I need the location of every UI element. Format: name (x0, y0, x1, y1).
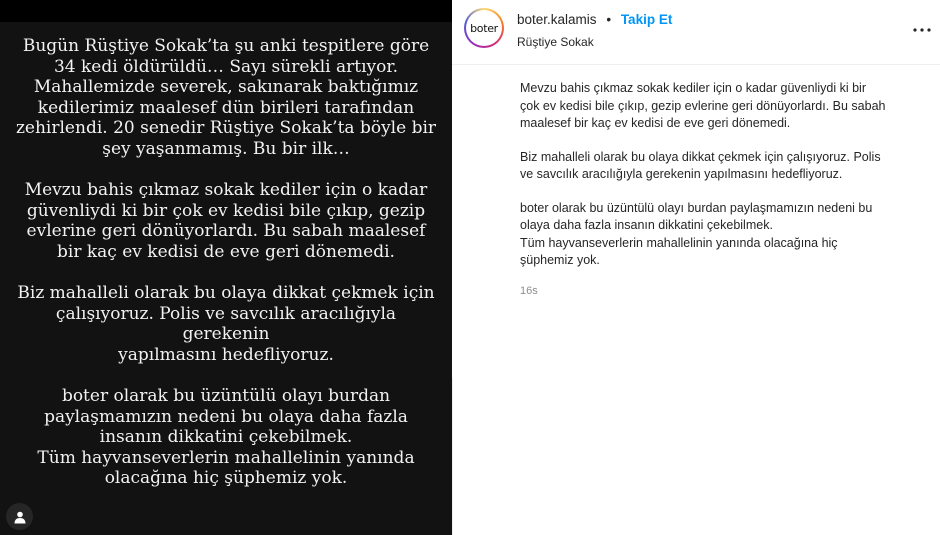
caption-paragraph: Biz mahalleli olarak bu olaya dikkat çekmek için çalışıyoruz. Polis ve savcılık aracılığıyla gerekenin yapılmasını hedefliyoruz. (520, 149, 881, 181)
avatar-logo-text: boter (470, 21, 498, 35)
user-tag-icon (13, 510, 27, 524)
image-paragraph: Mevzu bahis çıkmaz sokak kediler için o kadar güvenliydi ki bir çok ev kedisi bile çıkıp, gezip evlerine geri dönüyorlardı. Bu sabah maalesef bir kaç ev kedisi de eve geri dönemedi. (24, 180, 428, 262)
post-header (452, 0, 940, 65)
post-caption (520, 80, 920, 286)
post-image-panel (0, 0, 452, 535)
divider (452, 378, 453, 535)
image-paragraph: Bugün Rüştiye Sokak’ta şu anki tespitlere göre 34 kedi öldürüldü… Sayı sürekli artıyor. Mahallemizde severek, sakınarak baktığımız kedilerimiz maalesef dün birileri tarafından zehirlendi. 20 senedir Rüştiye Sokak’ta böyle bir şey yaşanmamış. Bu bir ilk… (15, 36, 437, 159)
caption-paragraph: boter olarak bu üzüntülü olayı burdan paylaşmamızın nedeni bu olaya daha fazla insanın dikkatini çekebilmek. Tüm hayvanseverlerin mahallelinin yanında olacağına hiç şüphemiz yok. (520, 200, 873, 267)
location-link[interactable]: Rüştiye Sokak (517, 35, 594, 49)
post-details-panel (452, 0, 940, 535)
post-image[interactable] (0, 22, 452, 535)
tagged-users-button[interactable] (6, 503, 33, 530)
username-row (517, 12, 672, 27)
more-options-button[interactable] (912, 20, 932, 40)
follow-button[interactable]: Takip Et (620, 12, 673, 27)
caption-paragraph: Mevzu bahis çıkmaz sokak kediler için o kadar güvenliydi ki bir çok ev kedisi bile çıkıp, gezip evlerine geri dönüyorlardı. Bu sabah maalesef bir kaç ev kedisi de eve geri dönemedi. (520, 81, 886, 130)
image-paragraph: Biz mahalleli olarak bu olaya dikkat çekmek için çalışıyoruz. Polis ve savcılık aracılığıyla gerekenin yapılmasını hedefliyoruz. (17, 283, 435, 365)
avatar[interactable] (464, 8, 504, 48)
separator-dot: • (606, 12, 612, 27)
post-image-text (10, 36, 442, 510)
post-timestamp[interactable]: 16s (520, 285, 538, 297)
avatar-inner (466, 10, 502, 46)
image-paragraph: boter olarak bu üzüntülü olayı burdan paylaşmamızın nedeni bu olaya daha fazla insanın dikkatini çekebilmek. Tüm hayvanseverlerin mahallelinin yanında olacağına hiç şüphemiz yok. (37, 386, 415, 488)
more-options-icon (913, 28, 931, 32)
username-link[interactable]: boter.kalamis (517, 12, 597, 27)
